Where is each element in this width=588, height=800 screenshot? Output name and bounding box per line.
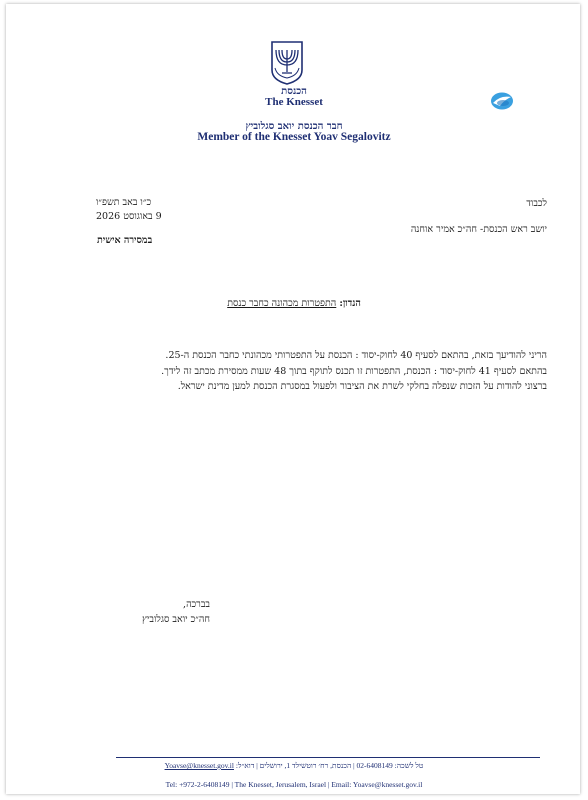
subject-line — [0, 298, 588, 309]
salutation: לכבוד — [526, 198, 547, 209]
date-block — [96, 196, 176, 224]
signature-block — [100, 597, 210, 627]
member-title-he: חבר הכנסת יואב סגלוביץ — [245, 121, 343, 132]
body-paragraph: בהתאם לסעיף 41 לחוק-יסוד : הכנסת, התפטרות זו תכנס לתוקף בתוך 48 שעות ממסירת מכתב זה לידך. — [161, 365, 547, 377]
footer-email-link[interactable]: Yoavse@knesset.gov.il — [164, 761, 234, 770]
date-hebrew: כ״ו באב תשפ״ו — [96, 197, 152, 208]
knesset-name-he: הכנסת — [281, 86, 307, 97]
member-title-en: Member of the Knesset Yoav Segalovitz — [197, 131, 391, 143]
body-paragraph: הריני להודיעך בזאת, בהתאם לסעיף 40 לחוק-יסוד : הכנסת על התפטרותי מכהונתי כחבר הכנסת ה-25. — [165, 350, 547, 361]
footer-contact-he — [0, 761, 588, 770]
body-paragraph: ברצוני להודות על הזכות שנפלה בחלקי לשרת את הציבור ולפעול במסגרת הכנסת למען מדינת ישראל. — [177, 381, 547, 392]
subject-value: התפטרות מכהונה כחבר כנסת — [227, 298, 337, 309]
date-gregorian: 9 באוגוסט 2026 — [96, 211, 162, 222]
signer-name: חה״כ יואב סגלוביץ — [141, 614, 210, 625]
delivery-note: במסירה אישית — [97, 235, 153, 246]
recipient-block — [411, 196, 547, 237]
dove-logo-icon — [488, 91, 514, 111]
closing: בברכה, — [183, 599, 210, 610]
recipient-name: יושב ראש הכנסת- חה״כ אמיר אוחנה — [410, 224, 547, 235]
footer-divider — [116, 757, 540, 758]
subject-label: הנדון: — [339, 298, 361, 309]
menorah-emblem-icon — [268, 40, 306, 86]
knesset-name-en: The Knesset — [265, 96, 323, 108]
footer-he-text: טל לשכה: 02-6408149 | הכנסת, רח׳ רוטשילד 1, ירושלים | דוא״ל: — [235, 761, 424, 770]
footer-contact-en: Tel: +972-2-6408149 | The Knesset, Jerusalem, Israel | Email: Yoavse@knesset.gov.il — [165, 780, 423, 789]
letter-body — [87, 348, 547, 395]
